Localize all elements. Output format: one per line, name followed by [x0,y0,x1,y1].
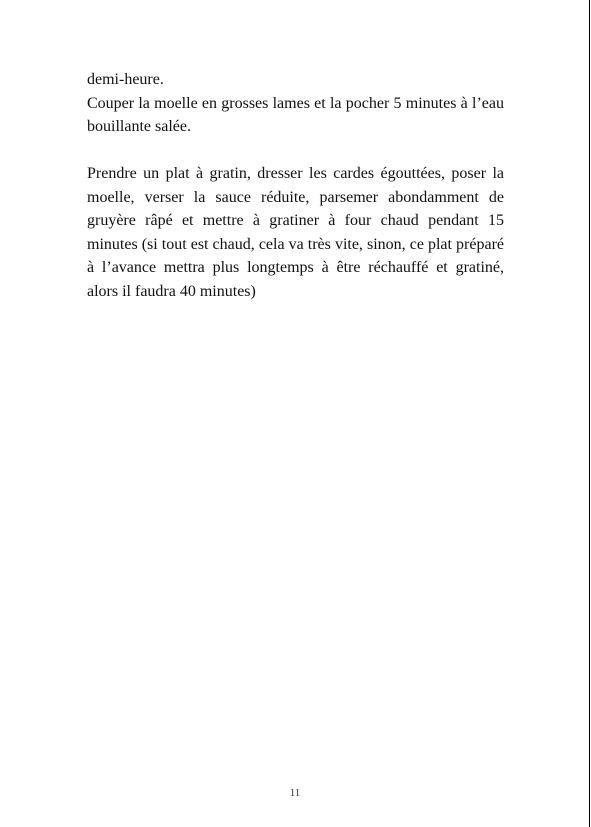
paragraph-gap [87,139,504,163]
paragraph-continuation: demi-heure. [87,71,164,88]
page-body [87,68,504,303]
page-number: 11 [289,787,301,799]
paragraph-gratin: Prendre un plat à gratin, dresser les cardes égouttées, poser la moelle, verser la sauce réduite, parsemer abondamment de gruyère râpé et mettre à gratiner à four chaud pendant 15 minutes (si tout est chaud, cela va très vite, sinon, ce plat préparé à l’avance mettra plus longtemps à être réchauffé et gratiné, alors il faudra 40 minutes) [87,165,504,300]
paragraph-marrow: Couper la moelle en grosses lames et la pocher 5 minutes à l’eau bouillante salée. [87,94,504,135]
